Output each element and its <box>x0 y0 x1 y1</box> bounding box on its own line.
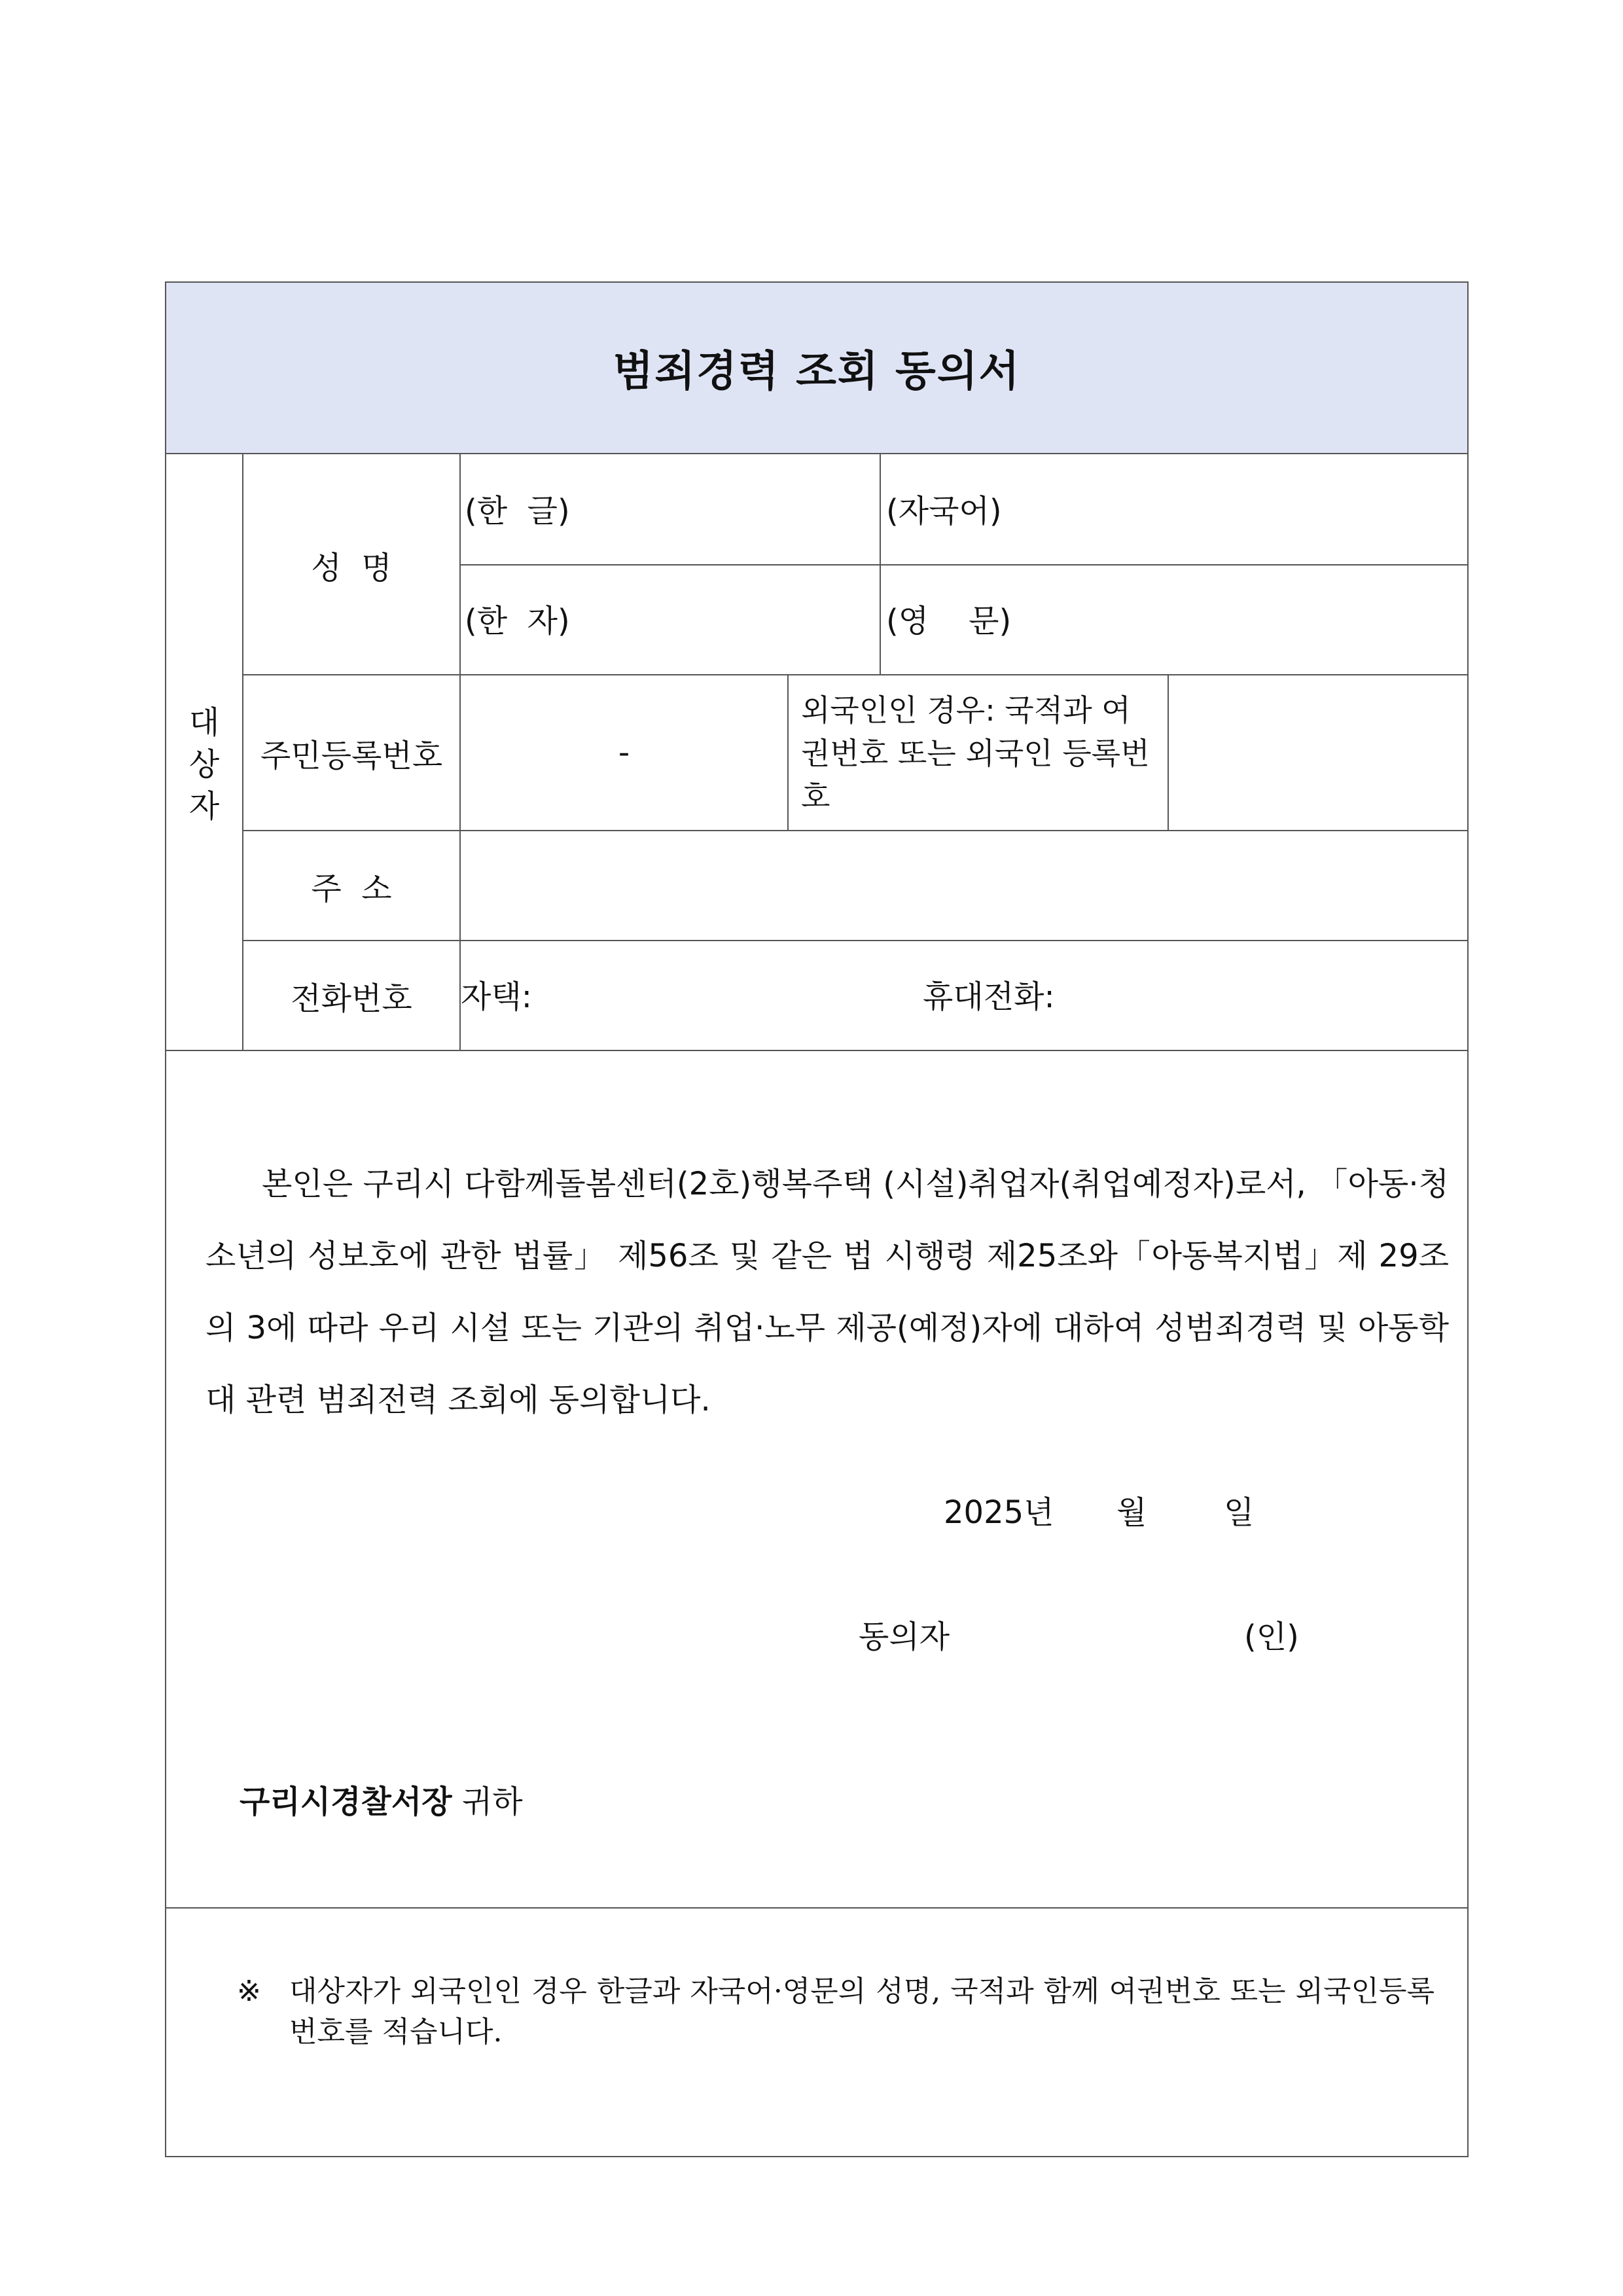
form-title-band <box>166 283 1467 454</box>
recipient <box>240 1786 523 1818</box>
form-title: 범죄경력 조회 동의서 <box>613 348 1021 396</box>
name-label: 성 명 <box>311 549 392 586</box>
recipient-suffix: 귀하 <box>461 1784 523 1820</box>
date-year: 2025년 <box>944 1494 1054 1531</box>
address-label: 주 소 <box>311 870 392 907</box>
grid-line <box>880 454 881 674</box>
name-korean-field[interactable]: (한 글) <box>465 493 570 529</box>
resident-number-label: 주민등록번호 <box>260 737 443 774</box>
signer-label: 동의자 <box>859 1619 950 1655</box>
recipient-name: 구리시경찰서장 <box>240 1784 452 1820</box>
name-native-field[interactable]: (자국어) <box>886 493 1002 529</box>
grid-line <box>459 564 1467 565</box>
mobile-phone-field[interactable]: 휴대전화: <box>923 978 1055 1015</box>
grid-line <box>166 1050 1467 1051</box>
foreign-number-field[interactable] <box>1169 675 1467 830</box>
name-chinese-field[interactable]: (한 자) <box>465 603 570 639</box>
resident-number-field[interactable]: - <box>618 734 630 771</box>
notice-mark: ※ <box>237 1975 261 2008</box>
notice-text: 대상자가 외국인인 경우 한글과 자국어·영문의 성명, 국적과 함께 여권번호 또는 외국인등록번호를 적습니다. <box>289 1975 1435 2049</box>
subject-group-label: 대 상 자 <box>188 704 220 825</box>
grid-line <box>787 674 789 830</box>
foreigner-notice <box>237 1971 1435 2053</box>
date-day: 일 <box>1224 1494 1255 1531</box>
address-field[interactable] <box>461 831 1467 940</box>
consent-form <box>165 281 1469 2157</box>
seal-mark: (인) <box>1244 1619 1299 1655</box>
consent-statement: 본인은 구리시 다함께돌봄센터(2호)행복주택 (시설)취업자(취업예정자)로서, 「아동·청소년의 성보호에 관한 법률」 제56조 및 같은 법 시행령 제25조와「아동복지법」제 29조의 3에 따라 우리 시설 또는 기관의 취업·노무 제공(예정)자에 대하여 성범죄경력 및 아동학대 관련 범죄전력 조회에 동의합니다. <box>205 1166 1449 1418</box>
name-english-field[interactable]: (영 문) <box>886 603 1012 639</box>
date-month: 월 <box>1116 1494 1147 1531</box>
phone-label: 전화번호 <box>291 980 412 1017</box>
foreign-resident-note: 외국인인 경우: 국적과 여권번호 또는 외국인 등록번호 <box>801 692 1150 814</box>
home-phone-field[interactable]: 자택: <box>461 978 532 1015</box>
grid-line <box>166 1907 1467 1909</box>
